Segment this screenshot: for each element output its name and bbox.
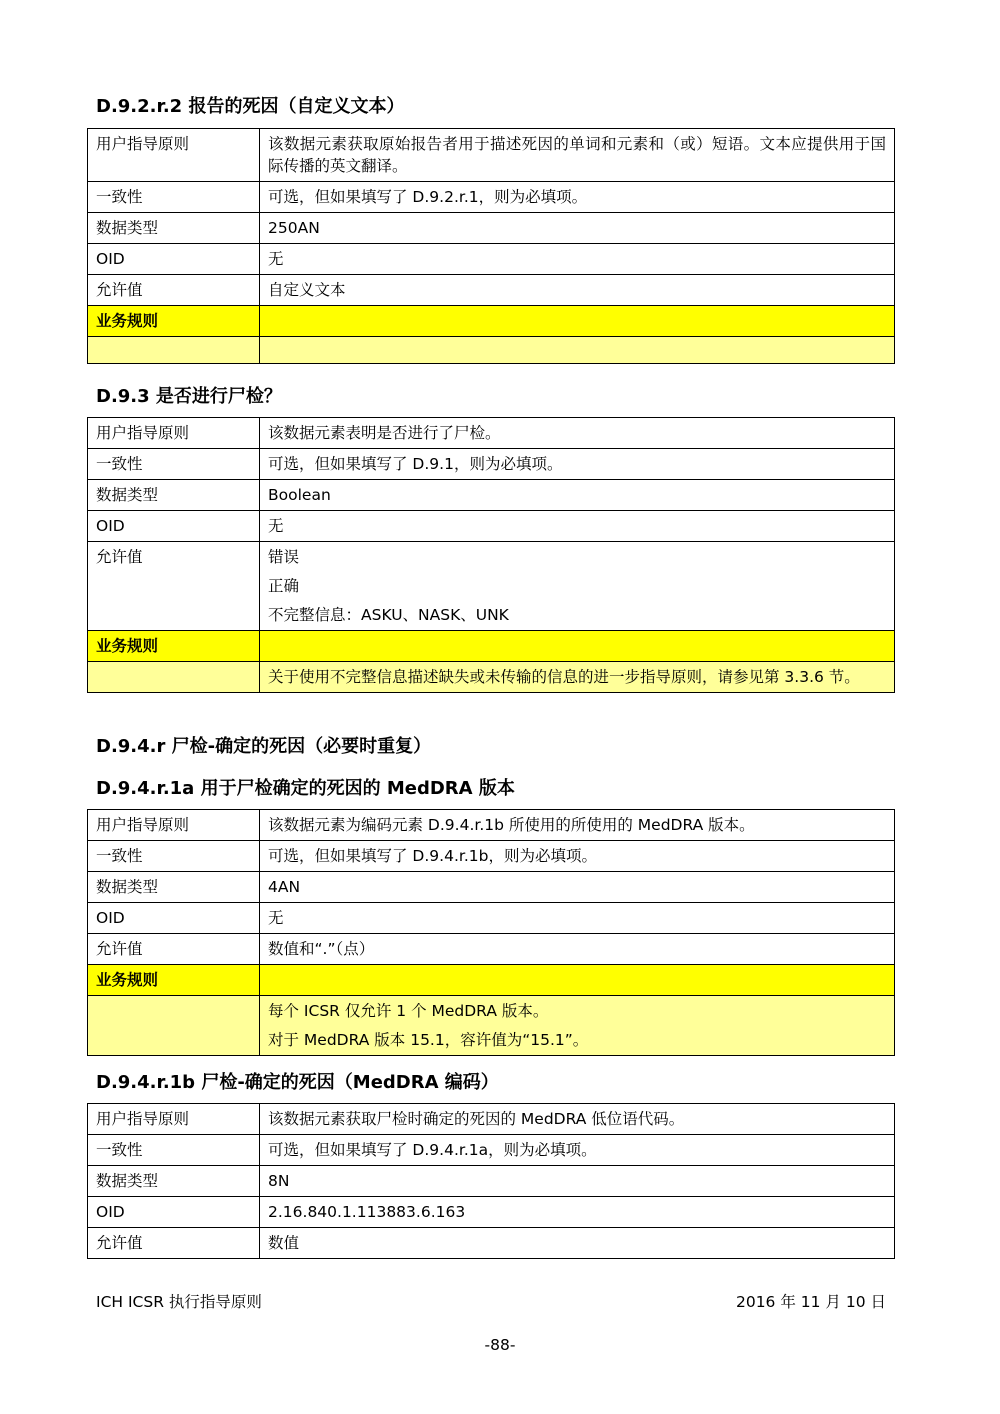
business-rules-label: 业务规则 <box>88 965 260 996</box>
business-rules-header-empty <box>260 631 895 662</box>
business-rules-label: 业务规则 <box>88 306 260 337</box>
row-value <box>260 542 895 631</box>
section-title: D.9.4.r 尸检-确定的死因（必要时重复） <box>96 736 432 757</box>
row-value: 该数据元素为编码元素 D.9.4.r.1b 所使用的所使用的 MedDRA 版本。 <box>260 810 895 841</box>
business-rules-list <box>260 996 895 1056</box>
allowed-value: 正确 <box>268 577 300 595</box>
row-value: 4AN <box>260 872 895 903</box>
page-number: -88- <box>484 1336 516 1354</box>
business-rules-body <box>88 996 895 1056</box>
business-rules-key-empty <box>88 662 260 693</box>
table-row <box>88 1197 895 1228</box>
row-key: 数据类型 <box>88 213 260 244</box>
row-key: 用户指导原则 <box>88 129 260 182</box>
table-row <box>88 542 895 631</box>
section-title: D.9.2.r.2 报告的死因（自定义文本） <box>96 96 405 117</box>
row-key: 数据类型 <box>88 480 260 511</box>
table-row <box>88 182 895 213</box>
row-value: 无 <box>260 511 895 542</box>
row-value: 自定义文本 <box>260 275 895 306</box>
row-value: 8N <box>260 1166 895 1197</box>
row-key: 一致性 <box>88 449 260 480</box>
table-row <box>88 1135 895 1166</box>
business-rule: 对于 MedDRA 版本 15.1，容许值为“15.1”。 <box>268 1031 589 1049</box>
row-value: Boolean <box>260 480 895 511</box>
row-key: 允许值 <box>88 934 260 965</box>
row-key: 数据类型 <box>88 872 260 903</box>
business-rules-key-empty <box>88 337 260 364</box>
row-value: 无 <box>260 903 895 934</box>
row-key: 允许值 <box>88 275 260 306</box>
row-key: 允许值 <box>88 542 260 631</box>
table-row <box>88 1166 895 1197</box>
row-key: 用户指导原则 <box>88 810 260 841</box>
business-rule: 每个 ICSR 仅允许 1 个 MedDRA 版本。 <box>268 1002 549 1020</box>
row-key: 一致性 <box>88 841 260 872</box>
row-key: OID <box>88 511 260 542</box>
row-key: 允许值 <box>88 1228 260 1259</box>
section-title: D.9.4.r.1a 用于尸检确定的死因的 MedDRA 版本 <box>96 778 515 799</box>
row-value: 该数据元素获取尸检时确定的死因的 MedDRA 低位语代码。 <box>260 1104 895 1135</box>
business-rules-value-empty <box>260 337 895 364</box>
table-row <box>88 275 895 306</box>
table-row <box>88 841 895 872</box>
row-key: 数据类型 <box>88 1166 260 1197</box>
row-value: 可选，但如果填写了 D.9.4.r.1a，则为必填项。 <box>260 1135 895 1166</box>
business-rule: 关于使用不完整信息描述缺失或未传输的信息的进一步指导原则，请参见第 3.3.6 节。 <box>260 662 895 693</box>
row-key: 一致性 <box>88 182 260 213</box>
row-key: OID <box>88 903 260 934</box>
row-value: 可选，但如果填写了 D.9.1，则为必填项。 <box>260 449 895 480</box>
allowed-value: 不完整信息：ASKU、NASK、UNK <box>268 606 509 624</box>
business-rules-header <box>88 965 895 996</box>
row-key: 用户指导原则 <box>88 1104 260 1135</box>
allowed-value: 错误 <box>268 548 300 566</box>
business-rules-header <box>88 306 895 337</box>
table-row <box>88 511 895 542</box>
spec-table <box>87 1103 895 1259</box>
table-row <box>88 449 895 480</box>
footer-document-title: ICH ICSR 执行指导原则 <box>96 1293 262 1311</box>
spec-table <box>87 809 895 1056</box>
business-rules-header <box>88 631 895 662</box>
table-row <box>88 213 895 244</box>
table-row <box>88 872 895 903</box>
row-key: OID <box>88 1197 260 1228</box>
table-row <box>88 810 895 841</box>
row-key: OID <box>88 244 260 275</box>
business-rules-body <box>88 662 895 693</box>
business-rules-body <box>88 337 895 364</box>
row-value: 该数据元素获取原始报告者用于描述死因的单词和元素和（或）短语。文本应提供用于国际传播的英文翻译。 <box>260 129 895 182</box>
business-rules-label: 业务规则 <box>88 631 260 662</box>
row-value: 可选，但如果填写了 D.9.4.r.1b，则为必填项。 <box>260 841 895 872</box>
row-value: 无 <box>260 244 895 275</box>
row-value: 可选，但如果填写了 D.9.2.r.1，则为必填项。 <box>260 182 895 213</box>
section-title: D.9.4.r.1b 尸检-确定的死因（MedDRA 编码） <box>96 1072 499 1093</box>
table-row <box>88 244 895 275</box>
table-row <box>88 1104 895 1135</box>
table-row <box>88 903 895 934</box>
spec-table <box>87 128 895 364</box>
business-rules-header-empty <box>260 306 895 337</box>
row-value: 250AN <box>260 213 895 244</box>
row-value: 2.16.840.1.113883.6.163 <box>260 1197 895 1228</box>
row-key: 用户指导原则 <box>88 418 260 449</box>
row-value: 数值 <box>260 1228 895 1259</box>
table-row <box>88 480 895 511</box>
row-value: 数值和“.”（点） <box>260 934 895 965</box>
business-rules-key-empty <box>88 996 260 1056</box>
spec-table <box>87 417 895 693</box>
row-value: 该数据元素表明是否进行了尸检。 <box>260 418 895 449</box>
row-key: 一致性 <box>88 1135 260 1166</box>
footer-date: 2016 年 11 月 10 日 <box>735 1293 886 1311</box>
business-rules-header-empty <box>260 965 895 996</box>
table-row <box>88 1228 895 1259</box>
section-title: D.9.3 是否进行尸检？ <box>96 386 282 407</box>
table-row <box>88 129 895 182</box>
table-row <box>88 934 895 965</box>
table-row <box>88 418 895 449</box>
